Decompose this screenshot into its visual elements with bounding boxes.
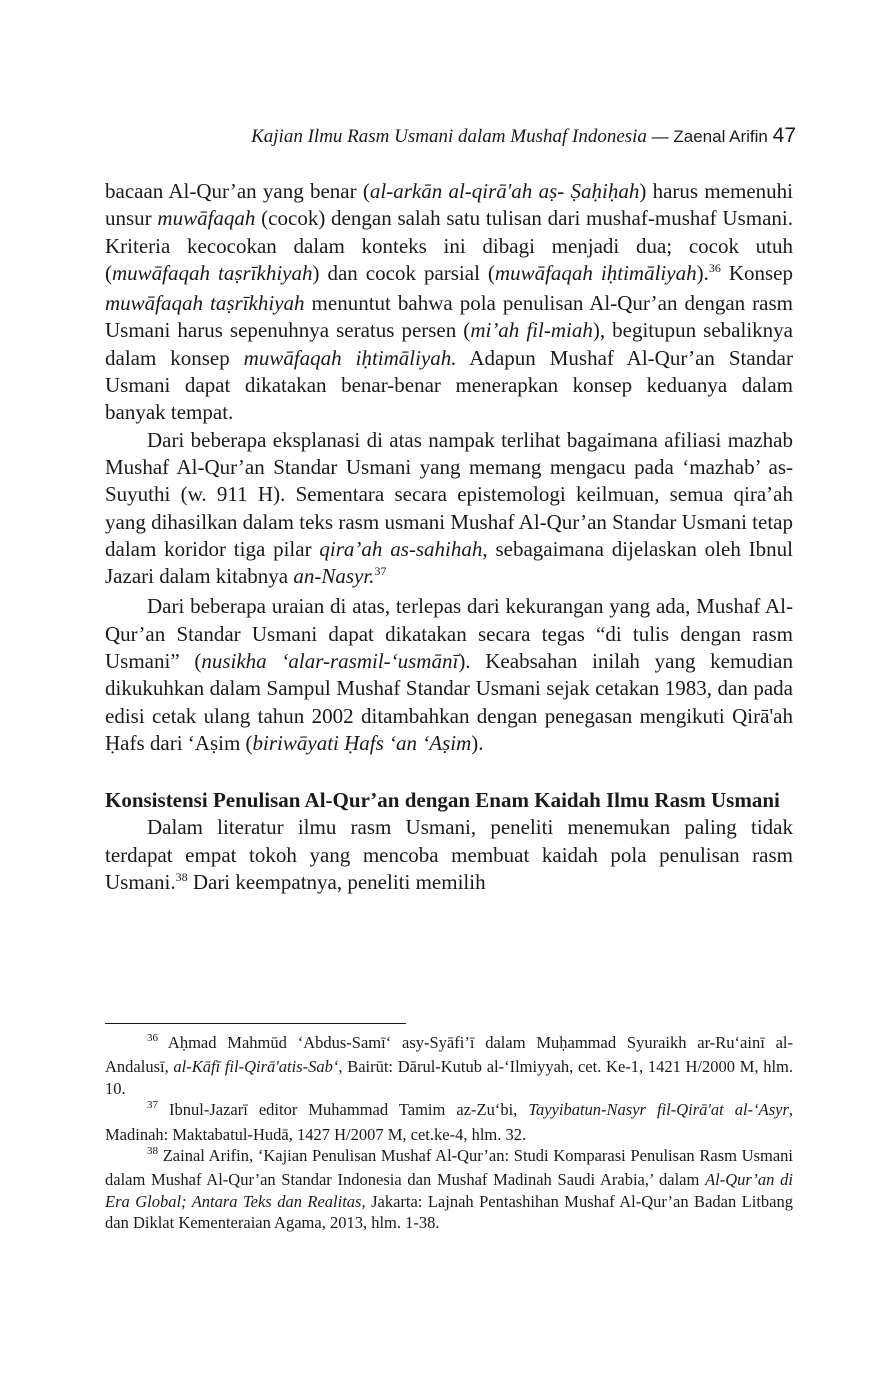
text-run: Dari keempatnya, peneliti memilih xyxy=(187,869,486,894)
paragraph-1 xyxy=(105,178,793,427)
italic-term: biriwāyati Ḥafs ‘an ‘Aṣim xyxy=(252,730,472,755)
footnote-ref-37[interactable]: 37 xyxy=(374,564,387,579)
footnote-36 xyxy=(105,1032,793,1099)
footnote-ref-36[interactable]: 36 xyxy=(708,260,721,275)
text-run: Dari beberapa eksplanasi di atas nampak terlihat bagaimana afiliasi mazhab Mushaf Al-Qur’an Standar Usmani yang memang mengacu pada ‘mazhab’ as-Suyuthi (w. 911 H). Sementara secara epistemologi keilmuan, semua qira’ah yang dihasilkan dalam teks rasm usmani Mushaf Al-Qur’an Standar Usmani tetap dalam koridor tiga pilar xyxy=(105,427,793,561)
text-run: Jakarta: Lajnah Pentashihan Mushaf Al-Qur’an Badan Litbang dan Diklat Kementeraian Agama, 2013, hlm. 1-38. xyxy=(105,1191,793,1233)
footnote-ref-38[interactable]: 38 xyxy=(175,869,188,884)
text-run: , sebagaimana dijelaskan oleh Ibnul Jazari dalam kitabnya xyxy=(105,536,793,589)
italic-term: nusikha ‘alar-rasmil-‘usmānī xyxy=(201,649,459,674)
text-run: Dalam literatur ilmu rasm Usmani, peneliti menemukan paling tidak terdapat empat tokoh yang mencoba membuat kaidah pola penulisan rasm Usmani. xyxy=(105,815,793,894)
text-run: , Madinah: Maktabatul-Hudā, 1427 H/2007 M, cet.ke-4, hlm. 32. xyxy=(105,1100,793,1144)
footnote-number: 37 xyxy=(147,1099,158,1112)
italic-term: al-arkān al-qirā'ah aṣ- Ṣaḥiḥah xyxy=(369,179,640,203)
footnote-number: 38 xyxy=(147,1145,158,1158)
paragraph-2 xyxy=(105,427,793,594)
italic-term: Tayyibatun-Nasyr fil-Qirā'at al-‘Asyr xyxy=(528,1100,789,1120)
italic-term: an-Nasyr. xyxy=(293,564,375,589)
section-heading: Konsistensi Penulisan Al-Qur’an dengan Enam Kaidah Ilmu Rasm Usmani xyxy=(105,788,780,813)
italic-term: muwāfaqah iḥtimāliyah. xyxy=(243,345,457,370)
footnote-38 xyxy=(105,1145,793,1234)
text-run: Konsep xyxy=(720,260,793,285)
text-run: menuntut bahwa pola penulisan Al-Qur’an dengan rasm Usmani harus sepenuhnya seratus persen ( xyxy=(105,291,793,343)
paragraph-4 xyxy=(105,814,793,899)
text-run: Zainal Arifin, ‘Kajian Penulisan Mushaf Al-Qur’an: Studi Komparasi Penulisan Rasm Usmani dalam Mushaf Al-Qur’an Standar Indonesia dan Mushaf Madinah Saudi Arabia,’ dalam xyxy=(105,1146,793,1190)
italic-term: al-Kāfī fil-Qirā'atis-Sab‘ xyxy=(173,1057,339,1077)
footnote-divider xyxy=(105,1023,406,1024)
main-text xyxy=(105,178,793,899)
italic-term: muwāfaqah taṣrīkhiyah xyxy=(112,260,313,285)
text-run: ). xyxy=(696,260,709,285)
text-run: ) harus memenuhi unsur xyxy=(105,179,793,231)
text-run: bacaan Al-Qur’an yang benar ( xyxy=(105,179,370,203)
text-run: ). xyxy=(471,730,484,755)
header-dash: — xyxy=(646,127,674,146)
page-number: 47 xyxy=(772,124,796,147)
italic-term: muwāfaqah taṣrīkhiyah xyxy=(105,291,305,316)
text-run: ) dan cocok parsial ( xyxy=(312,260,495,285)
italic-term: muwāfaqah xyxy=(157,206,256,231)
italic-term: muwāfaqah iḥtimāliyah xyxy=(494,260,697,285)
italic-term: qira’ah as-sahihah xyxy=(319,536,483,561)
text-run: ), begitupun sebaliknya dalam konsep xyxy=(105,318,793,370)
paragraph-3 xyxy=(105,593,793,757)
footnotes xyxy=(105,1032,793,1234)
italic-term: mi’ah fil-miah xyxy=(470,318,593,343)
text-run: , Bairūt: Dārul-Kutub al-‘Ilmiyyah, cet. Ke-1, 1421 H/2000 M, hlm. 10. xyxy=(105,1057,793,1098)
text-run: (cocok) dengan salah satu tulisan dari mushaf-mushaf Usmani. Kriteria kecocokan dalam konteks ini dibagi menjadi dua; cocok utuh ( xyxy=(105,206,793,285)
footnote-number: 36 xyxy=(147,1032,158,1044)
text-run: Ibnul-Jazarī editor Muhammad Tamim az-Zu‘bi, xyxy=(158,1100,529,1120)
text-run: ). Keabsahan inilah yang kemudian dikukuhkan dalam Sampul Mushaf Standar Usmani sejak cetakan 1983, dan pada edisi cetak ulang tahun 2002 ditambahkan dengan penegasan mengikuti Qirā'ah Ḥafs dari ‘Aṣim ( xyxy=(105,649,793,755)
text-run: Adapun Mushaf Al-Qur’an Standar Usmani dapat dikatakan benar-benar menerapkan konsep keduanya dalam banyak tempat. xyxy=(105,345,793,425)
header-author: Zaenal Arifin xyxy=(673,127,768,146)
text-run: Aḥmad Mahmūd ‘Abdus-Samī‘ asy-Syāfi’ī dalam Muḥammad Syuraikh ar-Ru‘ainī al-Andalusī, xyxy=(105,1033,793,1077)
running-header xyxy=(96,124,796,148)
footnote-37 xyxy=(105,1099,793,1145)
running-title: Kajian Ilmu Rasm Usmani dalam Mushaf Indonesia xyxy=(251,126,647,147)
text-run: Dari beberapa uraian di atas, terlepas dari kekurangan yang ada, Mushaf Al-Qur’an Standar Usmani dapat dikatakan secara tegas “di tulis dengan rasm Usmani” ( xyxy=(105,594,793,674)
italic-term: Al-Qur’an di Era Global; Antara Teks dan Realitas, xyxy=(105,1170,793,1211)
